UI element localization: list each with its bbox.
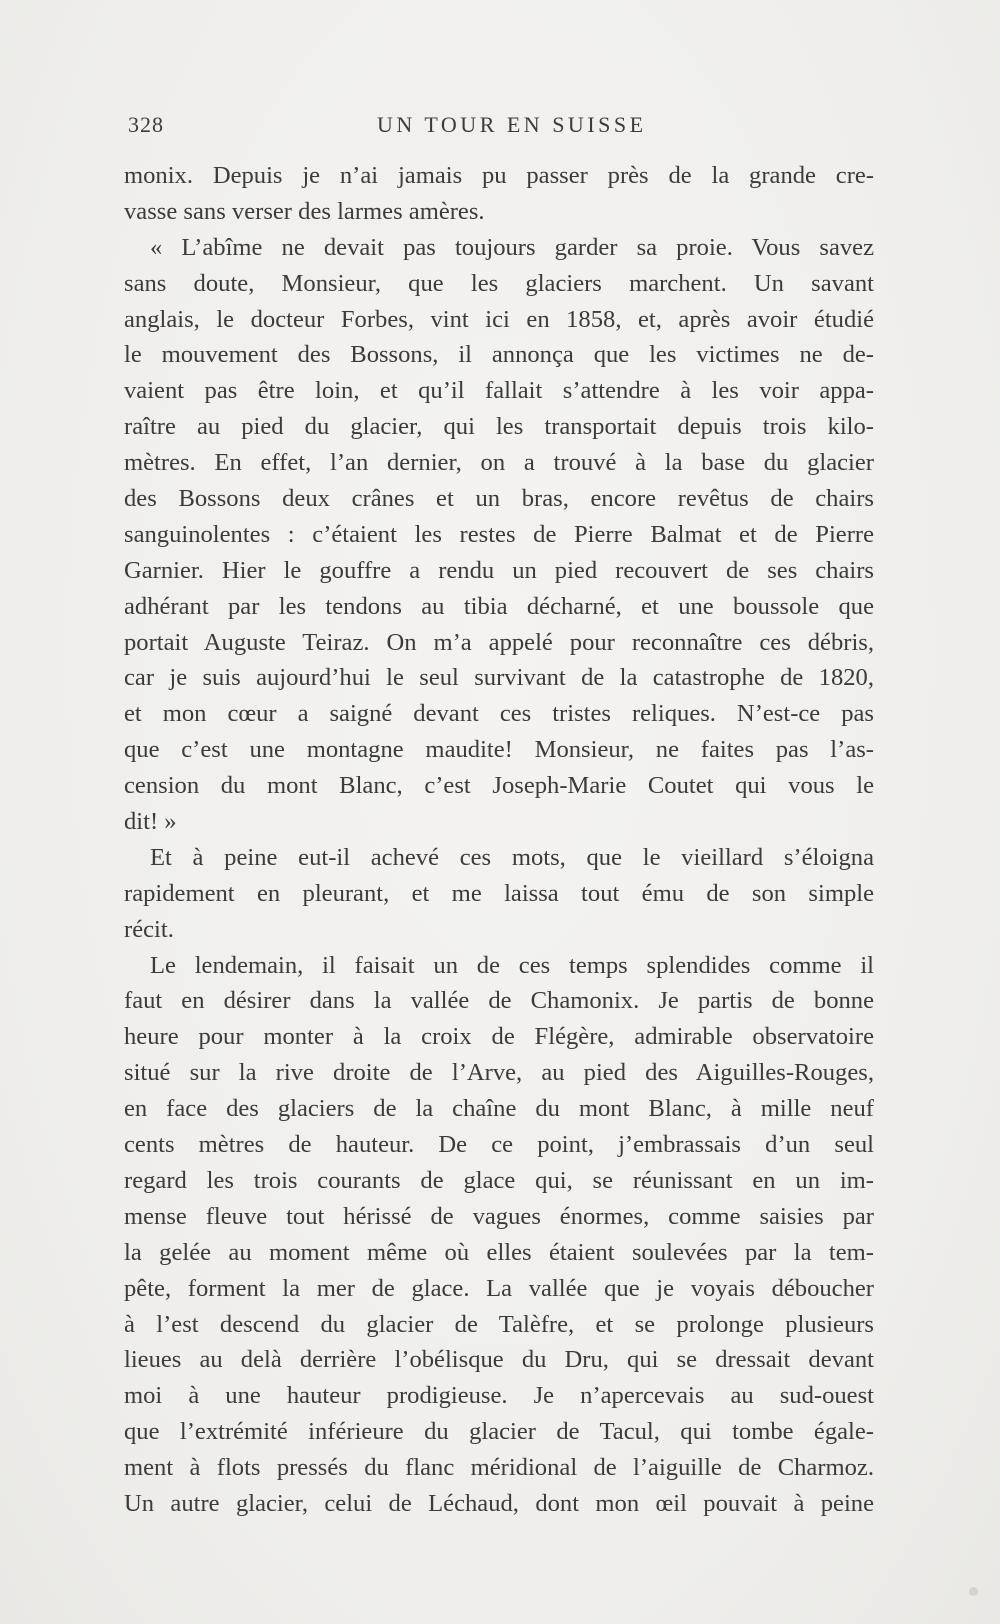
text-line: cents mètres de hauteur. De ce point, j’embrassais d’un seul — [124, 1131, 874, 1159]
text-line: en face des glaciers de la chaîne du mont Blanc, à mille neuf — [124, 1095, 874, 1123]
text-line: vaient pas être loin, et qu’il fallait s’attendre à les voir appa- — [124, 377, 874, 405]
text-line: « L’abîme ne devait pas toujours garder sa proie. Vous savez — [150, 233, 874, 261]
text-line: car je suis aujourd’hui le seul survivant de la catastrophe de 1820, — [124, 664, 874, 692]
text-line: sanguinolentes : c’étaient les restes de Pierre Balmat et de Pierre — [124, 520, 874, 548]
text-line: des Bossons deux crânes et un bras, encore revêtus de chairs — [124, 485, 874, 513]
text-line: récit. — [124, 915, 174, 943]
text-line: heure pour monter à la croix de Flégère, admirable observatoire — [124, 1023, 874, 1051]
text-line: situé sur la rive droite de l’Arve, au pied des Aiguilles-Rouges, — [124, 1059, 874, 1087]
text-line: raître au pied du glacier, qui les transportait depuis trois kilo- — [124, 413, 874, 441]
text-line: mètres. En effet, l’an dernier, on a trouvé à la base du glacier — [124, 449, 874, 477]
text-line: et mon cœur a saigné devant ces tristes reliques. N’est-ce pas — [124, 700, 874, 728]
text-line: vasse sans verser des larmes amères. — [124, 197, 485, 225]
text-line: sans doute, Monsieur, que les glaciers marchent. Un savant — [124, 269, 874, 297]
text-line: anglais, le docteur Forbes, vint ici en 1858, et, après avoir étudié — [124, 305, 874, 333]
body-text — [124, 158, 874, 1522]
text-line: que l’extrémité inférieure du glacier de Tacul, qui tombe égale- — [124, 1418, 874, 1446]
text-line: mense fleuve tout hérissé de vagues énormes, comme saisies par — [124, 1202, 874, 1230]
text-line: lieues au delà derrière l’obélisque du Dru, qui se dressait devant — [124, 1346, 874, 1374]
text-line: rapidement en pleurant, et me laissa tout ému de son simple — [124, 879, 874, 907]
running-head — [128, 112, 884, 142]
text-line: moi à une hauteur prodigieuse. Je n’apercevais au sud-ouest — [124, 1382, 874, 1410]
text-line: Et à peine eut-il achevé ces mots, que le vieillard s’éloigna — [150, 843, 874, 871]
text-line: portait Auguste Teiraz. On m’a appelé pour reconnaître ces débris, — [124, 628, 874, 656]
text-line: ment à flots pressés du flanc méridional de l’aiguille de Charmoz. — [124, 1454, 874, 1482]
text-line: dit! » — [124, 808, 177, 836]
text-line: Garnier. Hier le gouffre a rendu un pied recouvert de ses chairs — [124, 556, 874, 584]
paper-spot — [969, 1587, 978, 1596]
text-line: à l’est descend du glacier de Talèfre, et se prolonge plusieurs — [124, 1310, 874, 1338]
text-line: Un autre glacier, celui de Léchaud, dont mon œil pouvait à peine — [124, 1489, 874, 1517]
text-line: regard les trois courants de glace qui, se réunissant en un im- — [124, 1166, 874, 1194]
text-line: pête, forment la mer de glace. La vallée que je voyais déboucher — [124, 1274, 874, 1302]
text-line: Le lendemain, il faisait un de ces temps splendides comme il — [150, 951, 874, 979]
page-number: 328 — [128, 112, 164, 137]
text-line: la gelée au moment même où elles étaient soulevées par la tem- — [124, 1238, 874, 1266]
text-line: le mouvement des Bossons, il annonça que les victimes ne de- — [124, 341, 874, 369]
text-line: adhérant par les tendons au tibia décharné, et une boussole que — [124, 592, 874, 620]
text-line: monix. Depuis je n’ai jamais pu passer près de la grande cre- — [124, 162, 874, 189]
text-line: faut en désirer dans la vallée de Chamonix. Je partis de bonne — [124, 987, 874, 1015]
text-line: cension du mont Blanc, c’est Joseph-Marie Coutet qui vous le — [124, 772, 874, 800]
running-title: UN TOUR EN SUISSE — [377, 112, 647, 137]
text-line: que c’est une montagne maudite! Monsieur, ne faites pas l’as- — [124, 736, 874, 764]
